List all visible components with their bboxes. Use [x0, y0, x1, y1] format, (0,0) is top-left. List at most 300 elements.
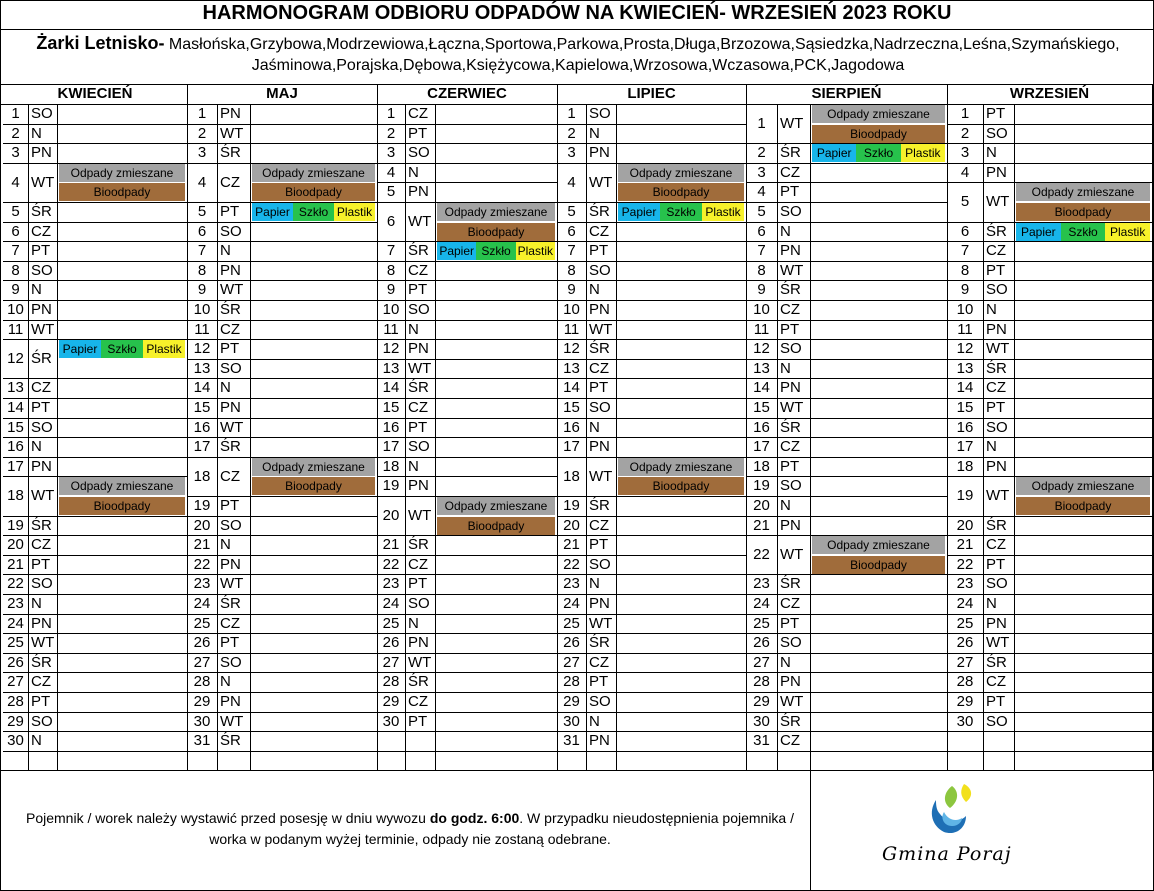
- weekday: WT: [986, 634, 1010, 652]
- mixed-waste-badge: Odpady zmieszane: [252, 458, 375, 476]
- bio-waste-badge: Bioodpady: [252, 477, 375, 495]
- weekday: SO: [780, 634, 802, 652]
- weekday: ŚR: [220, 301, 241, 318]
- row-line: [557, 594, 746, 595]
- day-number: 18: [956, 457, 974, 475]
- collection-note: Pojemnik / worek należy wystawić przed posesję w dniu wywozu do godz. 6:00. W przypadku nieudostępnienia pojemnika / worka w podanym wyżej terminie, odpady nie zostaną odebrane.: [25, 810, 794, 847]
- weekday: SO: [780, 203, 802, 220]
- row-line: [746, 222, 947, 223]
- day-number: 10: [193, 301, 211, 318]
- row-line: [557, 574, 746, 575]
- row-line: [947, 143, 1152, 144]
- weekday: CZ: [986, 379, 1006, 397]
- bio-waste-badge: Bioodpady: [59, 183, 185, 201]
- weekday: PT: [408, 712, 428, 730]
- weekday: N: [31, 595, 42, 612]
- day-number: 22: [193, 555, 211, 573]
- day-number: 18: [382, 457, 400, 475]
- weekday: PN: [589, 438, 610, 456]
- day-number: 13: [7, 379, 24, 397]
- day-number: 1: [960, 105, 970, 122]
- day-number: 23: [7, 595, 24, 612]
- row-line: [187, 437, 377, 438]
- row-line: [947, 751, 1152, 752]
- weekday: SO: [408, 144, 430, 162]
- row-line: [947, 476, 1152, 477]
- weekday: ŚR: [589, 203, 610, 220]
- row-line: [377, 574, 557, 575]
- day-number: 18: [563, 467, 580, 485]
- glass-badge: Szkło: [660, 203, 702, 221]
- weekday: CZ: [408, 399, 428, 416]
- day-number: 6: [567, 222, 576, 240]
- weekday: SO: [589, 105, 611, 122]
- day-number: 19: [753, 477, 770, 495]
- row-line: [377, 633, 557, 634]
- row-line: [187, 320, 377, 321]
- weekday: CZ: [986, 536, 1006, 554]
- day-number: 11: [194, 320, 210, 338]
- weekday: WT: [589, 614, 613, 632]
- paper-badge: Papier: [812, 144, 856, 162]
- weekday: PN: [780, 516, 801, 534]
- weekday: WT: [780, 115, 804, 132]
- month-header: SIERPIEŃ: [811, 85, 882, 102]
- day-number: 11: [7, 320, 24, 338]
- row-line: [947, 182, 1152, 183]
- row-line: [557, 692, 746, 693]
- weekday: CZ: [408, 555, 428, 573]
- day-number: 9: [960, 281, 970, 299]
- day-number: 22: [753, 546, 770, 564]
- row-line: [557, 339, 746, 340]
- weekday: ŚR: [589, 340, 610, 358]
- day-number: 28: [956, 673, 974, 691]
- weekday: ŚR: [408, 379, 429, 397]
- plastic-badge: Plastik: [901, 144, 945, 162]
- weekday: N: [220, 536, 231, 554]
- day-number: 15: [382, 399, 400, 416]
- weekday: ŚR: [408, 536, 429, 554]
- weekday: PT: [986, 399, 1006, 416]
- day-number: 17: [382, 438, 400, 456]
- weekday: N: [408, 614, 419, 632]
- row-line: [947, 261, 1152, 262]
- row-line: [947, 653, 1152, 654]
- day-number: 29: [956, 693, 974, 710]
- row-line: [377, 692, 557, 693]
- day-number: 30: [193, 712, 211, 730]
- row-line: [746, 241, 947, 242]
- day-number: 25: [753, 614, 770, 632]
- weekday: N: [589, 418, 600, 436]
- weekday: N: [220, 379, 231, 397]
- row-line: [187, 261, 377, 262]
- paper-badge: Papier: [59, 340, 101, 358]
- row-line: [3, 222, 187, 223]
- glass-badge: Szkło: [293, 203, 334, 221]
- weekday: N: [408, 320, 419, 338]
- row-line: [187, 516, 377, 517]
- row-line: [947, 672, 1152, 673]
- weekday: N: [986, 438, 997, 456]
- day-number: 23: [753, 575, 770, 593]
- location-label: Żarki Letnisko-: [36, 33, 165, 53]
- day-number: 18: [7, 487, 24, 505]
- row-line: [947, 241, 1152, 242]
- day-number: 11: [957, 320, 973, 338]
- row-line: [746, 163, 947, 164]
- weekday: CZ: [220, 614, 240, 632]
- weekday: CZ: [408, 693, 428, 710]
- day-number: 19: [956, 487, 974, 505]
- weekday: PT: [986, 105, 1006, 122]
- row-line: [746, 182, 947, 183]
- mixed-waste-badge: Odpady zmieszane: [812, 105, 945, 123]
- row-line: [3, 437, 187, 438]
- row-line: [187, 555, 377, 556]
- row-line: [557, 143, 746, 144]
- row-line: [3, 555, 187, 556]
- row-line: [187, 222, 377, 223]
- weekday: CZ: [986, 673, 1006, 691]
- bio-waste-badge: Bioodpady: [618, 477, 744, 495]
- bio-waste-badge: Bioodpady: [1016, 497, 1150, 515]
- row-line: [187, 751, 377, 752]
- bio-waste-badge: Bioodpady: [252, 183, 375, 201]
- mixed-waste-badge: Odpady zmieszane: [812, 536, 945, 554]
- weekday: CZ: [589, 222, 609, 240]
- weekday: PN: [589, 595, 610, 612]
- row-line: [187, 574, 377, 575]
- row-line: [557, 555, 746, 556]
- day-number: 21: [382, 536, 400, 554]
- row-line: [746, 261, 947, 262]
- weekday: ŚR: [220, 438, 241, 456]
- weekday: WT: [589, 173, 613, 191]
- day-number: 4: [567, 173, 576, 191]
- mixed-waste-badge: Odpady zmieszane: [1016, 477, 1150, 495]
- row-line: [377, 280, 557, 281]
- bio-waste-badge: Bioodpady: [437, 223, 555, 241]
- day-number: 16: [7, 438, 24, 456]
- row-line: [187, 300, 377, 301]
- frame-left: [0, 0, 1, 891]
- row-line: [187, 535, 377, 536]
- day-number: 15: [193, 399, 211, 416]
- weekday: CZ: [408, 105, 428, 122]
- weekday: N: [589, 124, 600, 142]
- day-number: 1: [386, 105, 396, 122]
- month-header: CZERWIEC: [427, 85, 507, 102]
- row-line: [947, 614, 1152, 615]
- row-line: [557, 535, 746, 536]
- weekday: PN: [408, 183, 429, 201]
- month-separator: [746, 84, 747, 770]
- weekday: CZ: [780, 732, 800, 750]
- weekday: PT: [986, 693, 1006, 710]
- weekday: N: [589, 575, 600, 593]
- row-line: [557, 202, 746, 203]
- day-number: 19: [563, 497, 580, 514]
- glass-badge: Szkło: [476, 242, 515, 260]
- day-number: 24: [956, 595, 974, 612]
- row-line: [746, 712, 947, 713]
- day-number: 26: [753, 634, 770, 652]
- day-number: 26: [563, 634, 580, 652]
- weekday: CZ: [986, 242, 1006, 260]
- bio-waste-badge: Bioodpady: [812, 125, 945, 143]
- row-line: [746, 653, 947, 654]
- day-number: 2: [567, 124, 576, 142]
- weekday: SO: [589, 399, 611, 416]
- weekday: SO: [408, 438, 430, 456]
- row-line: [3, 339, 187, 340]
- row-line: [746, 496, 947, 497]
- weekday: WT: [986, 340, 1010, 358]
- row-line: [947, 516, 1152, 517]
- weekday: SO: [220, 359, 242, 377]
- day-number: 13: [193, 359, 211, 377]
- weekday: N: [780, 497, 791, 514]
- weekday: ŚR: [986, 516, 1007, 534]
- weekday: ŚR: [408, 242, 429, 260]
- row-line: [947, 300, 1152, 301]
- day-number: 29: [7, 712, 24, 730]
- row-line: [557, 712, 746, 713]
- day-number: 2: [11, 124, 20, 142]
- bio-waste-badge: Bioodpady: [59, 497, 185, 515]
- row-line: [187, 124, 377, 125]
- plastic-badge: Plastik: [1105, 223, 1150, 241]
- row-line: [187, 359, 377, 360]
- month-separator: [377, 84, 378, 770]
- row-line: [3, 672, 187, 673]
- weekday: PN: [31, 144, 52, 162]
- day-number: 2: [386, 124, 396, 142]
- row-line: [3, 770, 187, 771]
- paper-badge: Papier: [1016, 223, 1061, 241]
- day-number: 5: [197, 203, 207, 220]
- day-number: 10: [382, 301, 400, 318]
- weekday: CZ: [31, 379, 51, 397]
- day-number: 25: [193, 614, 211, 632]
- weekday: N: [986, 301, 997, 318]
- row-line: [3, 712, 187, 713]
- day-number: 24: [382, 595, 400, 612]
- day-number: 8: [757, 261, 766, 279]
- weekday: PN: [780, 379, 801, 397]
- month-header: WRZESIEŃ: [1009, 85, 1090, 102]
- weekday: N: [408, 457, 419, 475]
- frame-top: [0, 0, 1154, 1]
- weekday: WT: [780, 693, 804, 710]
- day-number: 17: [563, 438, 580, 456]
- day-number: 29: [382, 693, 400, 710]
- row-line: [187, 496, 377, 497]
- day-number: 30: [563, 712, 580, 730]
- row-line: [557, 653, 746, 654]
- weekday: SO: [780, 477, 802, 495]
- row-line: [3, 320, 187, 321]
- row-line: [3, 574, 187, 575]
- row-line: [746, 418, 947, 419]
- row-line: [3, 516, 187, 517]
- weekday: WT: [31, 320, 55, 338]
- day-number: 10: [563, 301, 580, 318]
- weekday: ŚR: [986, 359, 1007, 377]
- day-number: 7: [757, 242, 766, 260]
- row-line: [557, 378, 746, 379]
- month-header: LIPIEC: [627, 85, 676, 102]
- weekday: SO: [589, 555, 611, 573]
- row-line: [3, 653, 187, 654]
- weekday: SO: [408, 595, 430, 612]
- row-line: [377, 555, 557, 556]
- weekday: N: [986, 144, 997, 162]
- day-number: 7: [197, 242, 207, 260]
- day-number: 8: [567, 261, 576, 279]
- day-number: 5: [567, 203, 576, 220]
- row-line: [557, 124, 746, 125]
- weekday: WT: [408, 507, 432, 524]
- weekday: PT: [220, 634, 240, 652]
- weekday: PN: [31, 457, 52, 475]
- weekday: WT: [780, 546, 804, 564]
- weekday: SO: [31, 418, 53, 436]
- row-line: [557, 457, 746, 458]
- row-line: [377, 496, 557, 497]
- row-line: [557, 320, 746, 321]
- day-number: 20: [382, 507, 400, 524]
- row-line: [557, 359, 746, 360]
- weekday: CZ: [780, 595, 800, 612]
- weekday: CZ: [220, 320, 240, 338]
- row-line: [377, 241, 557, 242]
- row-line: [557, 418, 746, 419]
- weekday: PN: [220, 555, 241, 573]
- day-number: 23: [193, 575, 211, 593]
- weekday: PT: [408, 124, 428, 142]
- day-number: 14: [956, 379, 974, 397]
- day-number: 5: [757, 203, 766, 220]
- weekday: SO: [986, 712, 1008, 730]
- row-line: [746, 692, 947, 693]
- month-header-divider: [0, 104, 1154, 105]
- day-number: 16: [382, 418, 400, 436]
- row-line: [377, 653, 557, 654]
- row-line: [746, 398, 947, 399]
- row-line: [3, 633, 187, 634]
- row-line: [557, 261, 746, 262]
- row-line: [377, 712, 557, 713]
- row-line: [3, 418, 187, 419]
- row-line: [3, 378, 187, 379]
- plastic-badge: Plastik: [143, 340, 185, 358]
- weekday: WT: [780, 261, 804, 279]
- day-number: 16: [193, 418, 211, 436]
- weekday: N: [780, 653, 791, 671]
- row-line: [746, 614, 947, 615]
- weekday: PN: [780, 673, 801, 691]
- day-number: 28: [7, 693, 24, 710]
- day-number: 9: [197, 281, 207, 299]
- weekday: ŚR: [986, 222, 1007, 240]
- weekday: SO: [220, 653, 242, 671]
- day-number: 4: [11, 173, 20, 191]
- weekday: N: [31, 438, 42, 456]
- row-line: [557, 496, 746, 497]
- mixed-waste-badge: Odpady zmieszane: [1016, 183, 1150, 201]
- row-line: [746, 378, 947, 379]
- weekday: ŚR: [31, 653, 52, 671]
- weekday: PT: [986, 555, 1006, 573]
- row-line: [3, 594, 187, 595]
- row-line: [947, 535, 1152, 536]
- day-number: 1: [757, 115, 766, 132]
- paper-badge: Papier: [618, 203, 660, 221]
- weekday: WT: [220, 712, 244, 730]
- day-number: 8: [11, 261, 20, 279]
- day-number: 27: [956, 653, 974, 671]
- row-line: [187, 633, 377, 634]
- weekday: WT: [780, 399, 804, 416]
- day-number: 4: [197, 173, 207, 191]
- day-number: 22: [382, 555, 400, 573]
- plastic-badge: Plastik: [702, 203, 744, 221]
- weekday: PT: [408, 281, 428, 299]
- page-title: HARMONOGRAM ODBIORU ODPADÓW NA KWIECIEŃ- WRZESIEŃ 2023 ROKU: [202, 2, 952, 24]
- day-number: 12: [753, 340, 770, 358]
- weekday: PT: [31, 242, 51, 260]
- day-number: 19: [7, 516, 24, 534]
- row-line: [557, 751, 746, 752]
- day-number: 9: [11, 281, 20, 299]
- day-number: 27: [7, 673, 24, 691]
- weekday: CZ: [220, 173, 240, 191]
- day-number: 15: [956, 399, 974, 416]
- day-number: 16: [753, 418, 770, 436]
- row-line: [3, 476, 187, 477]
- month-separator: [557, 84, 558, 770]
- row-line: [947, 437, 1152, 438]
- row-line: [377, 143, 557, 144]
- day-number: 7: [11, 242, 20, 260]
- day-number: 2: [757, 144, 766, 162]
- row-line: [377, 320, 557, 321]
- day-number: 9: [386, 281, 396, 299]
- day-number: 25: [563, 614, 580, 632]
- weekday: PT: [780, 614, 800, 632]
- weekday: WT: [220, 124, 244, 142]
- day-number: 5: [960, 193, 970, 211]
- row-line: [187, 202, 377, 203]
- weekday: ŚR: [780, 575, 801, 593]
- day-number: 6: [960, 222, 970, 240]
- row-line: [947, 594, 1152, 595]
- weekday: PT: [589, 673, 609, 691]
- day-number: 19: [193, 497, 211, 514]
- day-number: 17: [7, 457, 24, 475]
- row-line: [746, 359, 947, 360]
- day-number: 6: [197, 222, 207, 240]
- row-line: [947, 574, 1152, 575]
- streets-list: Masłońska,Grzybowa,Modrzewiowa,Łączna,Sportowa,Parkowa,Prosta,Długa,Brzozowa,Sąsiedzka,Nadrzeczna,Leśna,Szymańskiego, Jaśminowa,Porajska,Dębowa,Księżycowa,Kapielowa,Wrzosowa,Wczasowa,PCK,Jagodowa: [168, 36, 1120, 74]
- row-line: [947, 692, 1152, 693]
- row-line: [3, 300, 187, 301]
- weekday: PN: [220, 261, 241, 279]
- bio-waste-badge: Bioodpady: [618, 183, 744, 201]
